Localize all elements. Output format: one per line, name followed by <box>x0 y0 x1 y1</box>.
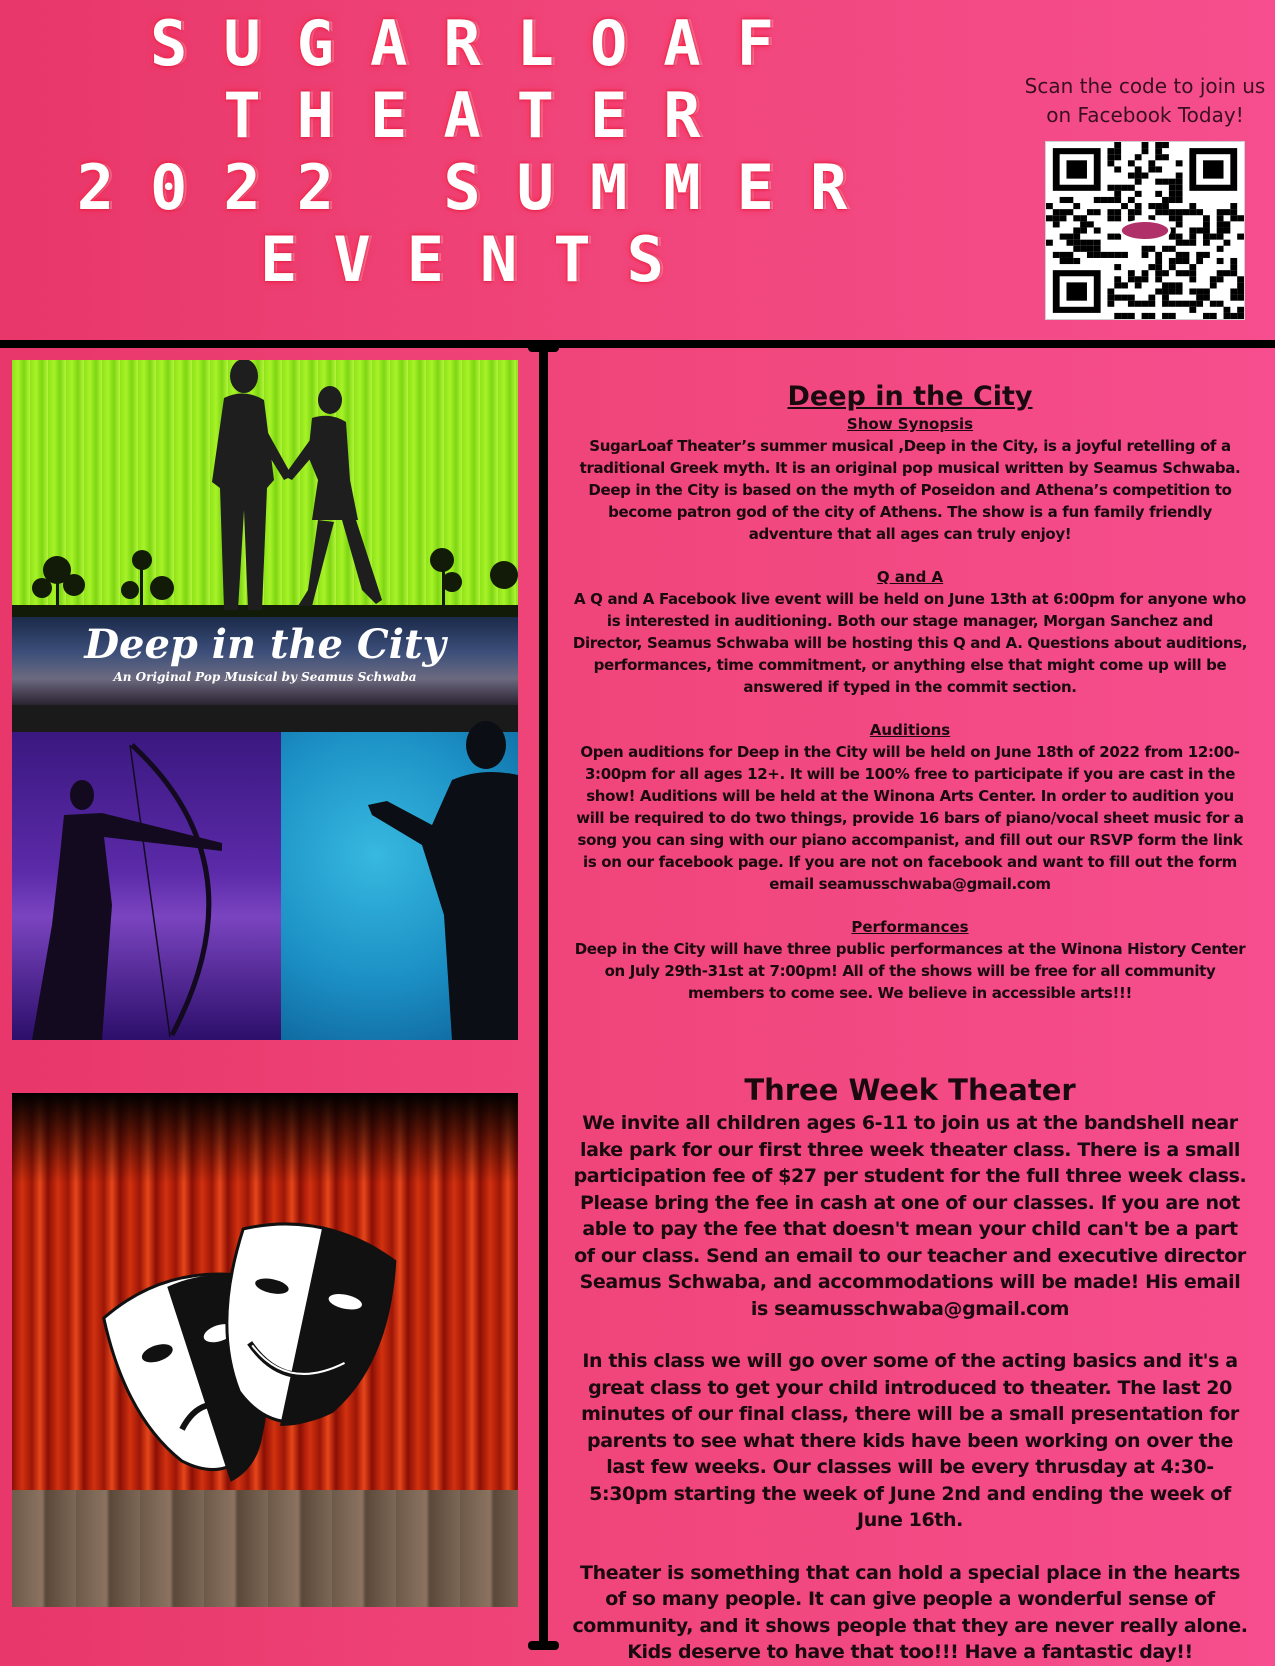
three-week-paragraph-3: Theater is something that can hold a special place in the hearts of so many people. It can give people a wonderful sense of community, and it shows people that they are never really alone. Kids deserve to have that too!!! Have a fantastic day!! <box>572 1561 1248 1663</box>
performances-heading: Performances <box>851 918 969 936</box>
title-line-1: SUGARLOAF <box>150 7 810 80</box>
section-title: Three Week Theater <box>744 1073 1076 1107</box>
three-week-paragraph-1: We invite all children ages 6-11 to join us at the bandshell near lake park for our first three week theater class. There is a small participation fee of $27 per student for the full three week class. Please bring the fee in cash at one of our classes. If you are not able to pay the fee that doesn't mean your child can't be a part of our class. Send an email to our teacher and executive director Seamus Schwaba, and accommodations will be made! His email is seamusschwaba@gmail.com <box>573 1112 1247 1320</box>
title-line-3: 2022 SUMMER <box>76 151 884 224</box>
archer-and-man-silhouette-icon <box>12 705 518 1040</box>
qr-code-graphic <box>1046 142 1244 319</box>
facebook-scan-caption: Scan the code to join us on Facebook Today! <box>1024 74 1266 127</box>
title-line-2: THEATER <box>223 79 737 152</box>
poster-title: Deep in the City <box>84 621 446 668</box>
three-week-theater-section <box>572 1072 1248 1666</box>
section-title: Deep in the City <box>787 381 1033 412</box>
performances-text: Deep in the City will have three public performances at the Winona History Center on July 29th-31st at 7:00pm! All of the shows will be free for all community members to come see. We believe in accessible arts!!! <box>574 940 1246 1002</box>
column-divider <box>539 344 548 1650</box>
theater-masks-icon <box>12 1093 518 1607</box>
qr-logo-icon <box>1120 221 1169 241</box>
three-week-paragraph-2: In this class we will go over some of the acting basics and it's a great class to get your child introduced to theater. The last 20 minutes of our final class, there will be a small presentation for parents to see what there kids have been working on over the last few weeks. Our classes will be every thrusday at 4:30-5:30pm starting the week of June 2nd and ending the week of June 16th. <box>581 1350 1239 1531</box>
couple-silhouette-icon <box>12 360 518 617</box>
column-divider-cap-bottom <box>528 1641 559 1650</box>
poster-subtitle: An Original Pop Musical by Seamus Schwaba <box>113 670 417 684</box>
poster-green-panel <box>12 360 518 617</box>
qa-text: A Q and A Facebook live event will be held on June 13th at 6:00pm for anyone who is interested in auditioning. Both our stage manager, Morgan Sanchez and Director, Seamus Schwaba will be hosting this Q and A. Questions about auditions, performances, time commitment, or anything else that might come up will be answered if typed in the commit section. <box>572 590 1248 696</box>
page-title <box>0 8 960 296</box>
header-divider <box>0 340 1275 348</box>
deep-in-the-city-section <box>572 380 1248 1004</box>
poster-title-band <box>12 617 518 705</box>
synopsis-text: SugarLoaf Theater’s summer musical ,Deep in the City, is a joyful retelling of a traditional Greek myth. It is an original pop musical written by Seamus Schwaba. Deep in the City is based on the myth of Poseidon and Athena’s competition to become patron god of the city of Athens. The show is a fun family friendly adventure that all ages can truly enjoy! <box>579 437 1241 543</box>
synopsis-heading: Show Synopsis <box>846 415 974 433</box>
theater-masks-image <box>12 1093 518 1607</box>
deep-in-the-city-poster <box>12 360 518 1040</box>
auditions-text: Open auditions for Deep in the City will be held on June 18th of 2022 from 12:00-3:00pm for all ages 12+. It will be 100% free to participate if you are cast in the show! Auditions will be held at the Winona Arts Center. In order to audition you will be required to do two things, provide 16 bars of piano/vocal sheet music for a song you can sing with our piano accompanist, and fill out our RSVP form the link is on our facebook page. If you are not on facebook and want to fill out the form email seamusschwaba@gmail.com <box>576 743 1244 893</box>
qa-heading: Q and A <box>876 568 944 586</box>
auditions-heading: Auditions <box>869 721 951 739</box>
title-line-4: EVENTS <box>260 223 700 296</box>
qr-code-icon[interactable] <box>1045 141 1245 320</box>
